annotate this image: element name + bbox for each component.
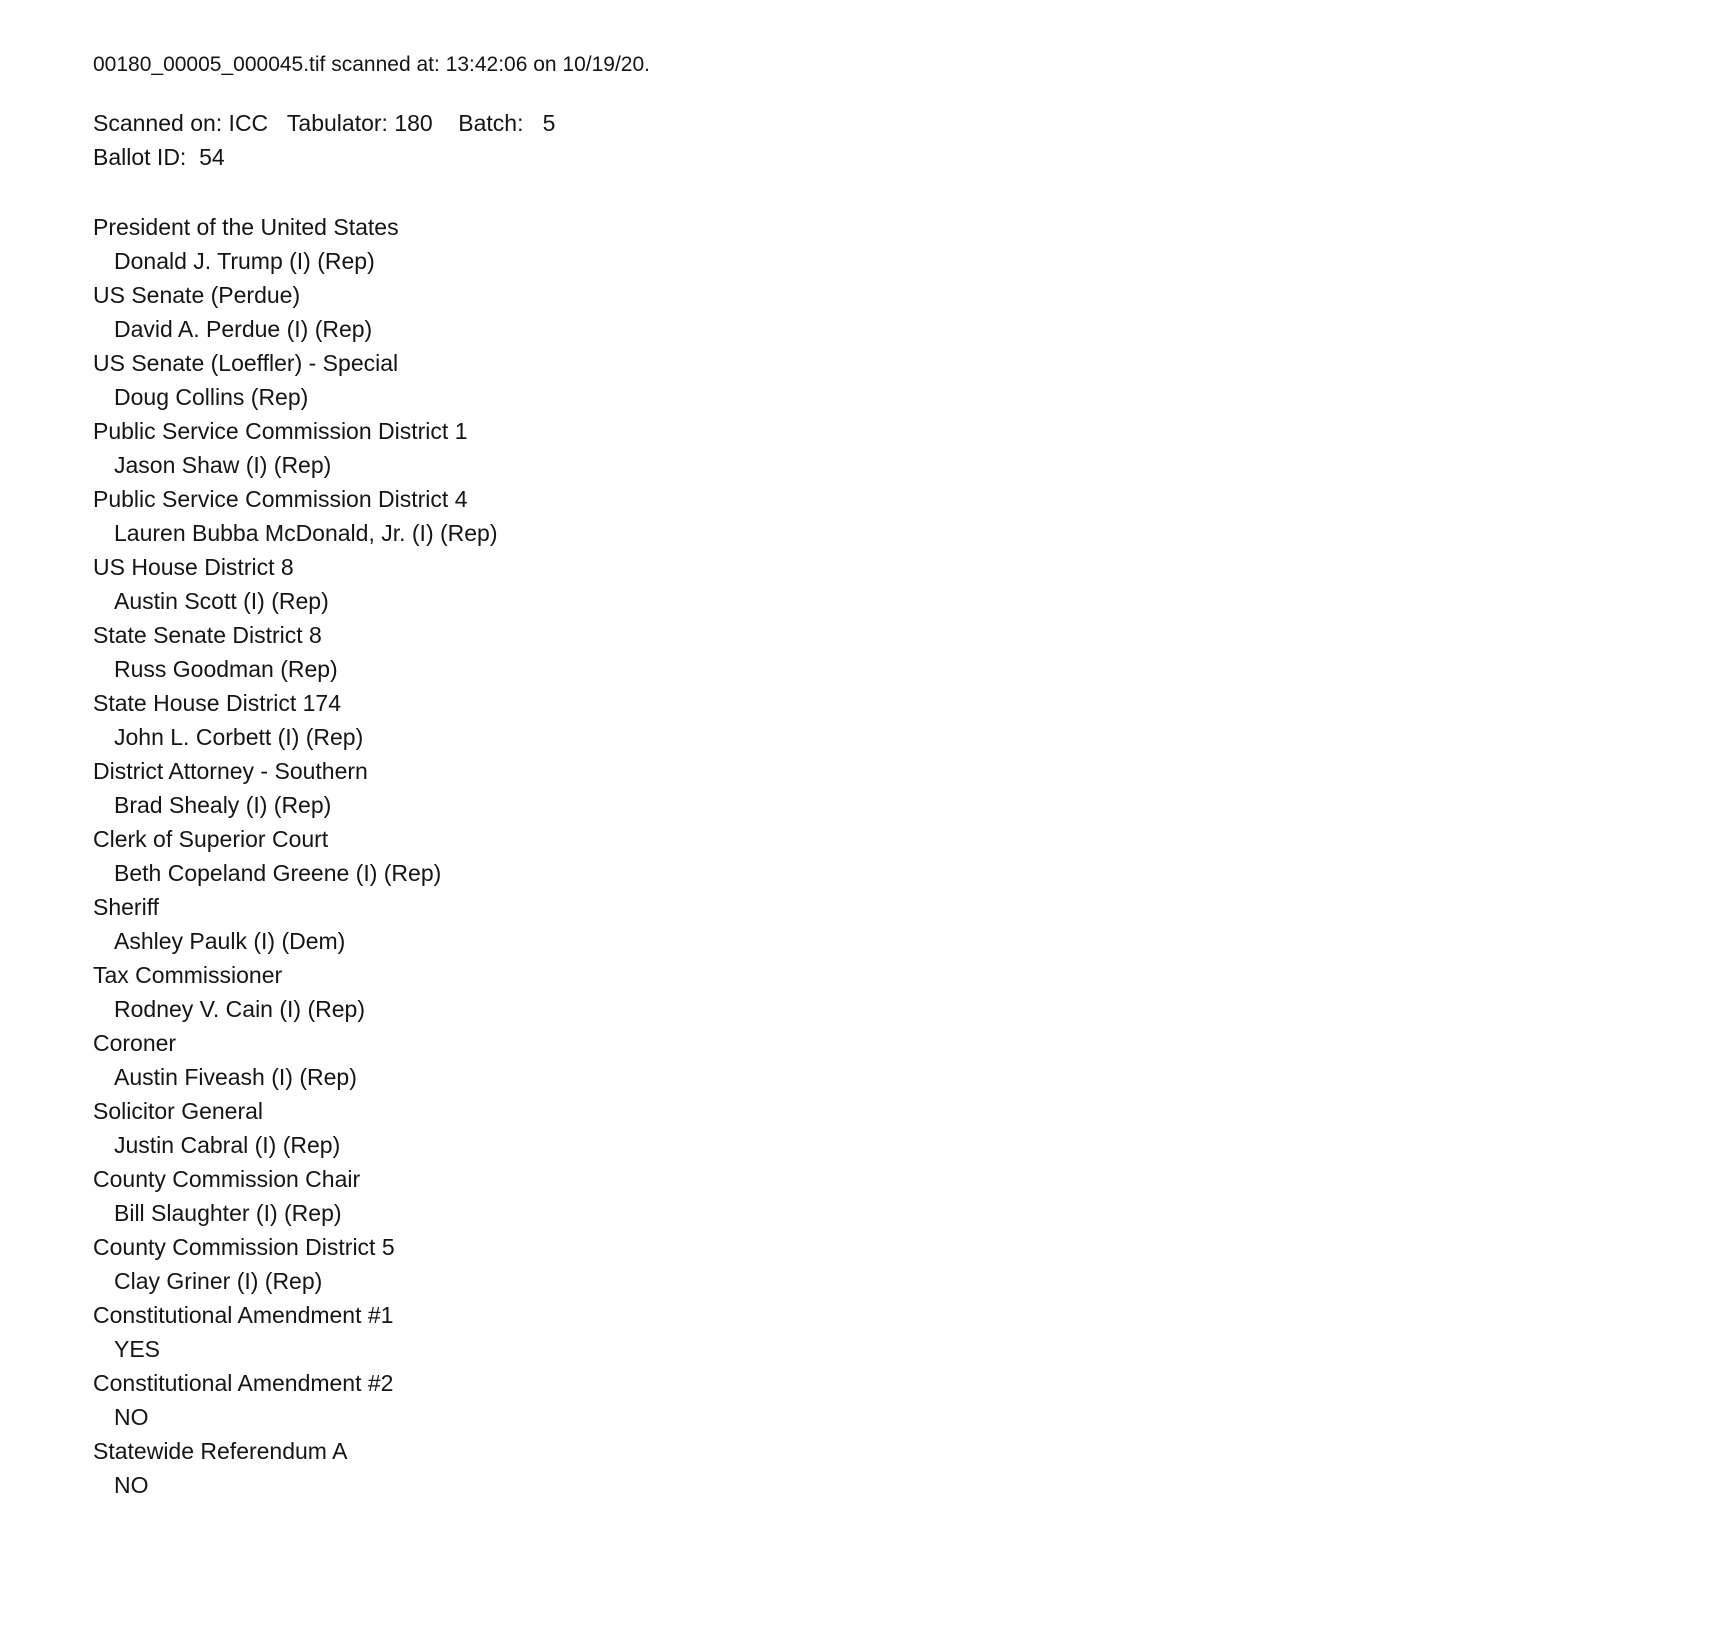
races-list [93, 210, 1652, 1502]
race-title: District Attorney - Southern [93, 758, 368, 784]
race-title: Public Service Commission District 4 [93, 486, 468, 512]
race-selection: Clay Griner (I) (Rep) [114, 1268, 323, 1294]
race-selection: Beth Copeland Greene (I) (Rep) [114, 860, 442, 886]
race-title: Statewide Referendum A [93, 1438, 348, 1464]
race-title: US Senate (Loeffler) - Special [93, 350, 399, 376]
race-selection: Donald J. Trump (I) (Rep) [114, 248, 375, 274]
scan-meta-line: Scanned on: ICC Tabulator: 180 Batch: 5 [93, 110, 556, 136]
race-selection: Austin Scott (I) (Rep) [114, 588, 329, 614]
race-title: Coroner [93, 1030, 177, 1056]
race-title: County Commission District 5 [93, 1234, 395, 1260]
race-title: US Senate (Perdue) [93, 282, 301, 308]
race-title: Tax Commissioner [93, 962, 283, 988]
ballot-id-line: Ballot ID: 54 [93, 144, 225, 170]
race-selection: NO [114, 1472, 149, 1498]
race-title: Public Service Commission District 1 [93, 418, 468, 444]
race-title: Solicitor General [93, 1098, 264, 1124]
race-selection: Lauren Bubba McDonald, Jr. (I) (Rep) [114, 520, 498, 546]
race-selection: Jason Shaw (I) (Rep) [114, 452, 332, 478]
scan-meta-block [93, 106, 1652, 174]
race-title: County Commission Chair [93, 1166, 361, 1192]
race-title: Sheriff [93, 894, 160, 920]
race-selection: John L. Corbett (I) (Rep) [114, 724, 364, 750]
race-title: Constitutional Amendment #1 [93, 1302, 394, 1328]
race-selection: David A. Perdue (I) (Rep) [114, 316, 373, 342]
race-title: Constitutional Amendment #2 [93, 1370, 394, 1396]
race-title: US House District 8 [93, 554, 294, 580]
race-selection: YES [114, 1336, 161, 1362]
race-title: State Senate District 8 [93, 622, 322, 648]
race-selection: Brad Shealy (I) (Rep) [114, 792, 332, 818]
race-selection: Justin Cabral (I) (Rep) [114, 1132, 341, 1158]
race-selection: Russ Goodman (Rep) [114, 656, 338, 682]
race-selection: Austin Fiveash (I) (Rep) [114, 1064, 357, 1090]
scan-filename-line: 00180_00005_000045.tif scanned at: 13:42:06 on 10/19/20. [93, 53, 650, 76]
race-title: State House District 174 [93, 690, 342, 716]
race-selection: Doug Collins (Rep) [114, 384, 309, 410]
race-selection: Ashley Paulk (I) (Dem) [114, 928, 346, 954]
race-title: Clerk of Superior Court [93, 826, 329, 852]
race-selection: NO [114, 1404, 149, 1430]
race-selection: Bill Slaughter (I) (Rep) [114, 1200, 342, 1226]
race-title: President of the United States [93, 214, 399, 240]
race-selection: Rodney V. Cain (I) (Rep) [114, 996, 365, 1022]
